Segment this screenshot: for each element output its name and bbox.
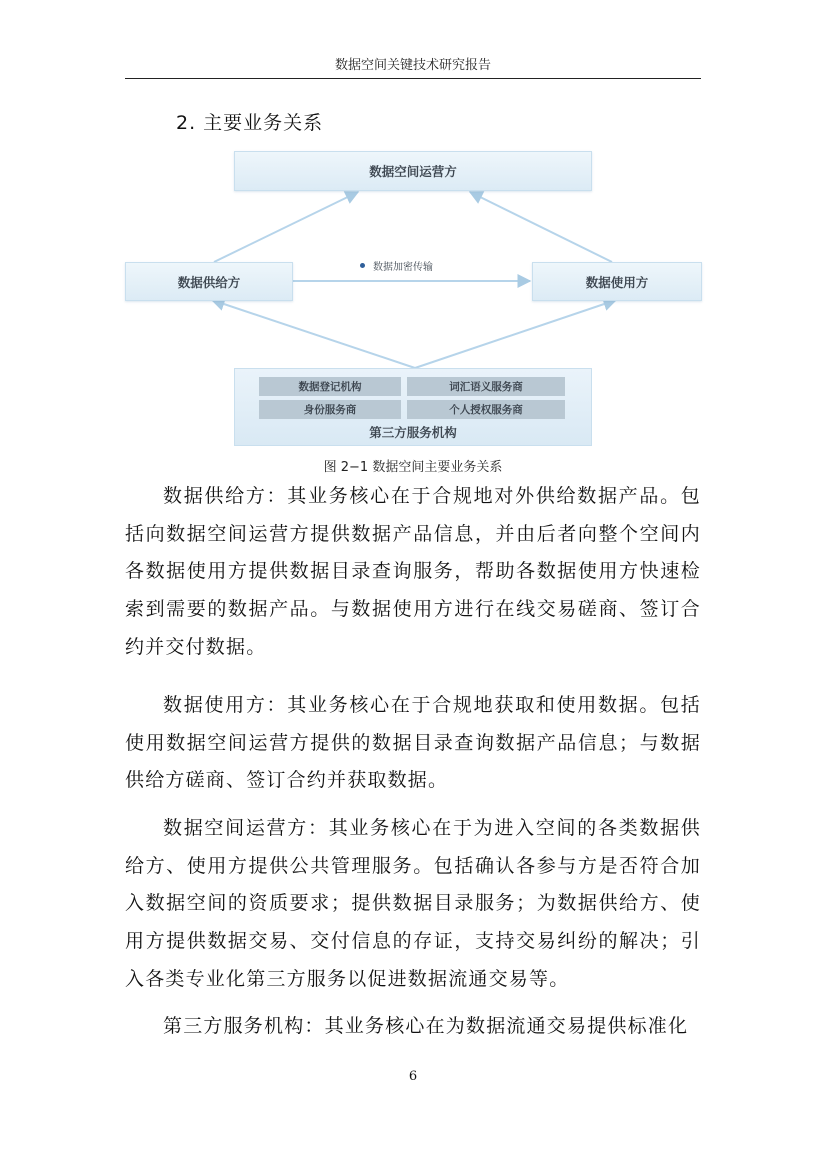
arrow-supplier-to-operator: [214, 192, 358, 262]
third-party-box: [234, 368, 592, 446]
third-party-item: 身份服务商: [259, 400, 401, 419]
paragraph-third-party: 第三方服务机构：其业务核心在为数据流通交易提供标准化: [163, 1015, 689, 1037]
running-header: 数据空间关键技术研究报告: [334, 58, 491, 73]
bullet-dot: [360, 263, 365, 268]
paragraph-user: 数据使用方：其业务核心在于合规地获取和使用数据。包括使用数据空间运营方提供的数据目录查询数据产品信息；与数据供给方磋商、签订合约并获取数据。: [125, 694, 701, 792]
supplier-box: 数据供给方: [125, 262, 293, 301]
third-party-item: 个人授权服务商: [407, 400, 565, 419]
section-heading: 2. 主要业务关系: [176, 112, 324, 134]
arrow-user-to-operator: [470, 192, 612, 262]
encrypted-transfer-label: [360, 258, 433, 273]
third-party-title: 第三方服务机构: [369, 425, 457, 440]
third-party-item: 词汇语义服务商: [407, 377, 565, 396]
user-box: 数据使用方: [532, 262, 702, 301]
arrow-thirdparty-to-user: [415, 300, 616, 368]
figure-caption: 图 2−1 数据空间主要业务关系: [323, 460, 503, 475]
flow-label-text: 数据加密传输: [373, 262, 433, 273]
operator-box: 数据空间运营方: [234, 151, 592, 191]
business-relationship-figure: [0, 0, 826, 480]
paragraph-operator: 数据空间运营方：其业务核心在于为进入空间的各类数据供给方、使用方提供公共管理服务。包括确认各参与方是否符合加入数据空间的资质要求；提供数据目录服务；为数据供给方、使用方提供数据交易、交付信息的存证，支持交易纠纷的解决；引入各类专业化第三方服务以促进数据流通交易等。: [125, 817, 701, 990]
arrow-thirdparty-to-supplier: [212, 300, 415, 368]
third-party-item: 数据登记机构: [259, 377, 401, 396]
page-number: 6: [408, 1069, 418, 1084]
paragraph-supplier: 数据供给方：其业务核心在于合规地对外供给数据产品。包括向数据空间运营方提供数据产品信息，并由后者向整个空间内各数据使用方提供数据目录查询服务，帮助各数据使用方快速检索到需要的数据产品。与数据使用方进行在线交易磋商、签订合约并交付数据。: [125, 485, 701, 658]
